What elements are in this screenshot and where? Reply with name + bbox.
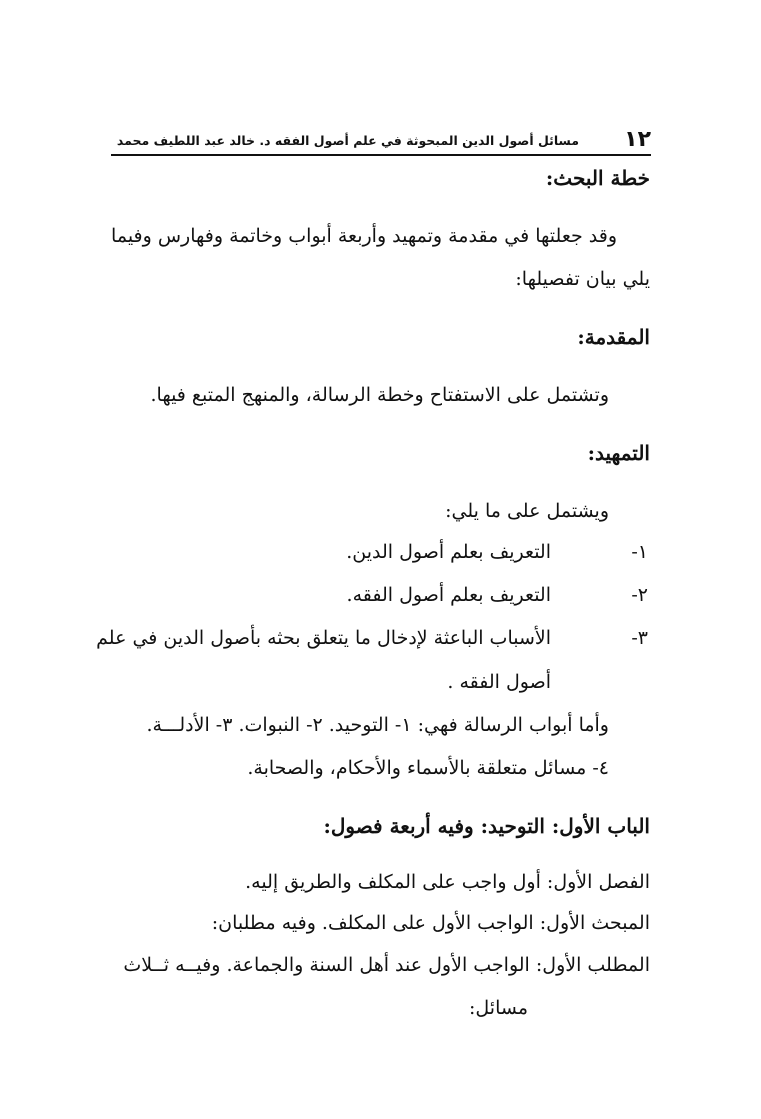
- list-item-text: التعريف بعلم أصول الدين.: [346, 541, 551, 563]
- chapter-one-subtopic-continued: مسائل:: [469, 997, 528, 1019]
- chapter-one-subtopic: المطلب الأول: الواجب الأول عند أهل السنة والجماعة. وفيــه ثــلاث: [123, 954, 650, 976]
- chapter-one-topic: المبحث الأول: الواجب الأول على المكلف. وفيه مطلبان:: [211, 912, 650, 934]
- plan-heading: خطة البحث:: [545, 166, 650, 190]
- chapters-line2: ٤- مسائل متعلقة بالأسماء والأحكام، والصحابة.: [247, 757, 609, 779]
- list-item-number: ١-: [631, 541, 648, 563]
- running-title: مسائل أصول الدين المبحوثة في علم أصول الفقه د. خالد عبد اللطيف محمد: [116, 133, 579, 148]
- list-item-text: التعريف بعلم أصول الفقه.: [346, 584, 551, 606]
- introduction-text: وتشتمل على الاستفتاح وخطة الرسالة، والمنهج المتبع فيها.: [150, 384, 609, 406]
- chapter-one-heading: الباب الأول: التوحيد: وفيه أربعة فصول:: [323, 814, 650, 838]
- plan-intro-line2: يلي بيان تفصيلها:: [515, 268, 650, 290]
- preface-heading: التمهيد:: [587, 441, 650, 465]
- preface-lead: ويشتمل على ما يلي:: [445, 500, 609, 522]
- list-item-number: ٣-: [631, 627, 648, 649]
- chapter-one-section: الفصل الأول: أول واجب على المكلف والطريق إليه.: [245, 871, 650, 893]
- list-item-text: الأسباب الباعثة لإدخال ما يتعلق بحثه بأصول الدين في علم: [96, 627, 551, 649]
- introduction-heading: المقدمة:: [577, 325, 650, 349]
- page-number: ١٢: [624, 127, 651, 152]
- chapters-line1: وأما أبواب الرسالة فهي: ١- التوحيد. ٢- النبوات. ٣- الأدلـــة.: [146, 714, 609, 736]
- plan-intro-line1: وقد جعلتها في مقدمة وتمهيد وأربعة أبواب وخاتمة وفهارس وفيما: [111, 225, 617, 247]
- page-header: [111, 128, 651, 156]
- list-item-number: ٢-: [631, 584, 648, 606]
- list-item-text-continued: أصول الفقه .: [447, 671, 551, 693]
